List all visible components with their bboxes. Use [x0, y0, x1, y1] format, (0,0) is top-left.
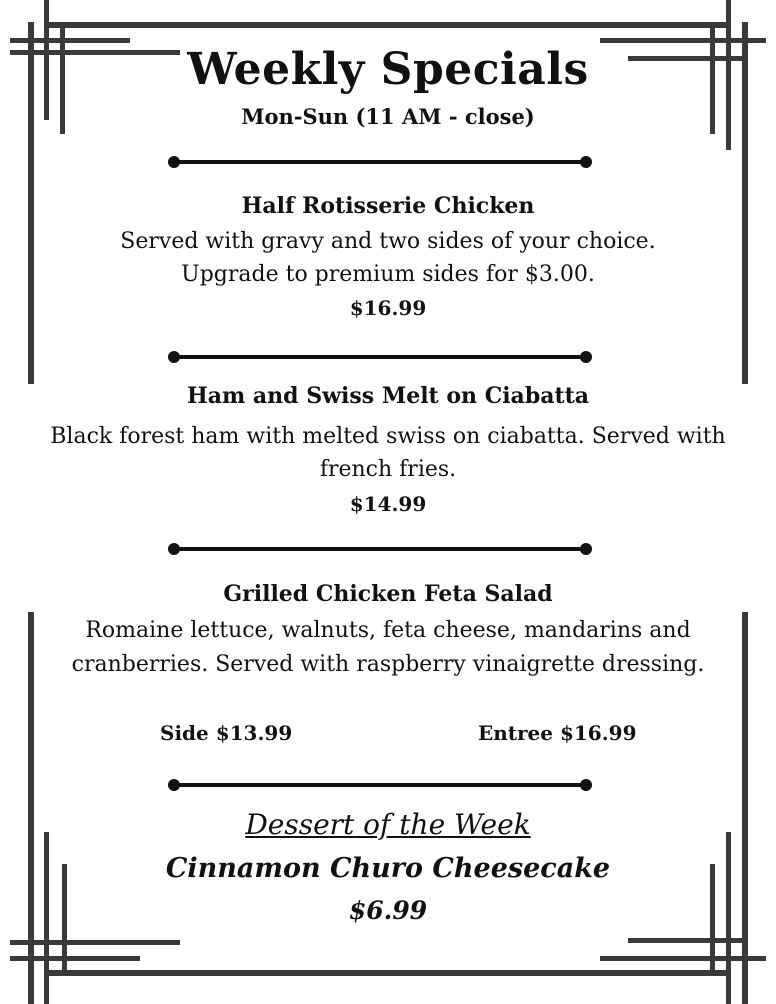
- item-price: $16.99: [349, 296, 427, 320]
- dessert-price: $6.99: [348, 896, 428, 925]
- item-description-line: Romaine lettuce, walnuts, feta cheese, mandarins and: [85, 618, 691, 643]
- item-description-line: Black forest ham with melted swiss on ciabatta. Served with: [50, 424, 726, 449]
- item-description-line: french fries.: [319, 457, 457, 482]
- page-subtitle: Mon-Sun (11 AM - close): [241, 104, 535, 129]
- item-name: Half Rotisserie Chicken: [241, 193, 535, 219]
- corner-ornament-bottom-left: [10, 940, 180, 945]
- page-title: Weekly Specials: [187, 44, 589, 95]
- corner-ornament-top-right: [600, 38, 766, 43]
- corner-ornament-bottom-left: [10, 956, 140, 961]
- item-name: Grilled Chicken Feta Salad: [223, 581, 553, 607]
- item-description-line: cranberries. Served with raspberry vinaigrette dressing.: [71, 652, 705, 677]
- item-description-line: Served with gravy and two sides of your choice.: [120, 229, 656, 254]
- item-price: $14.99: [349, 492, 427, 516]
- divider: [168, 779, 592, 791]
- divider: [168, 543, 592, 555]
- side-price: Side $13.99: [160, 721, 293, 745]
- divider: [168, 351, 592, 363]
- dessert-heading: Dessert of the Week: [245, 808, 531, 841]
- border-bottom-line: [46, 970, 730, 976]
- dessert-name: Cinnamon Churo Cheesecake: [165, 853, 611, 884]
- corner-ornament-bottom-right: [600, 956, 766, 961]
- entree-price: Entree $16.99: [478, 721, 637, 745]
- item-description-line: Upgrade to premium sides for $3.00.: [181, 262, 595, 287]
- item-name: Ham and Swiss Melt on Ciabatta: [186, 383, 590, 409]
- corner-ornament-top-left: [10, 38, 130, 43]
- divider: [168, 156, 592, 168]
- border-top-line: [46, 22, 730, 28]
